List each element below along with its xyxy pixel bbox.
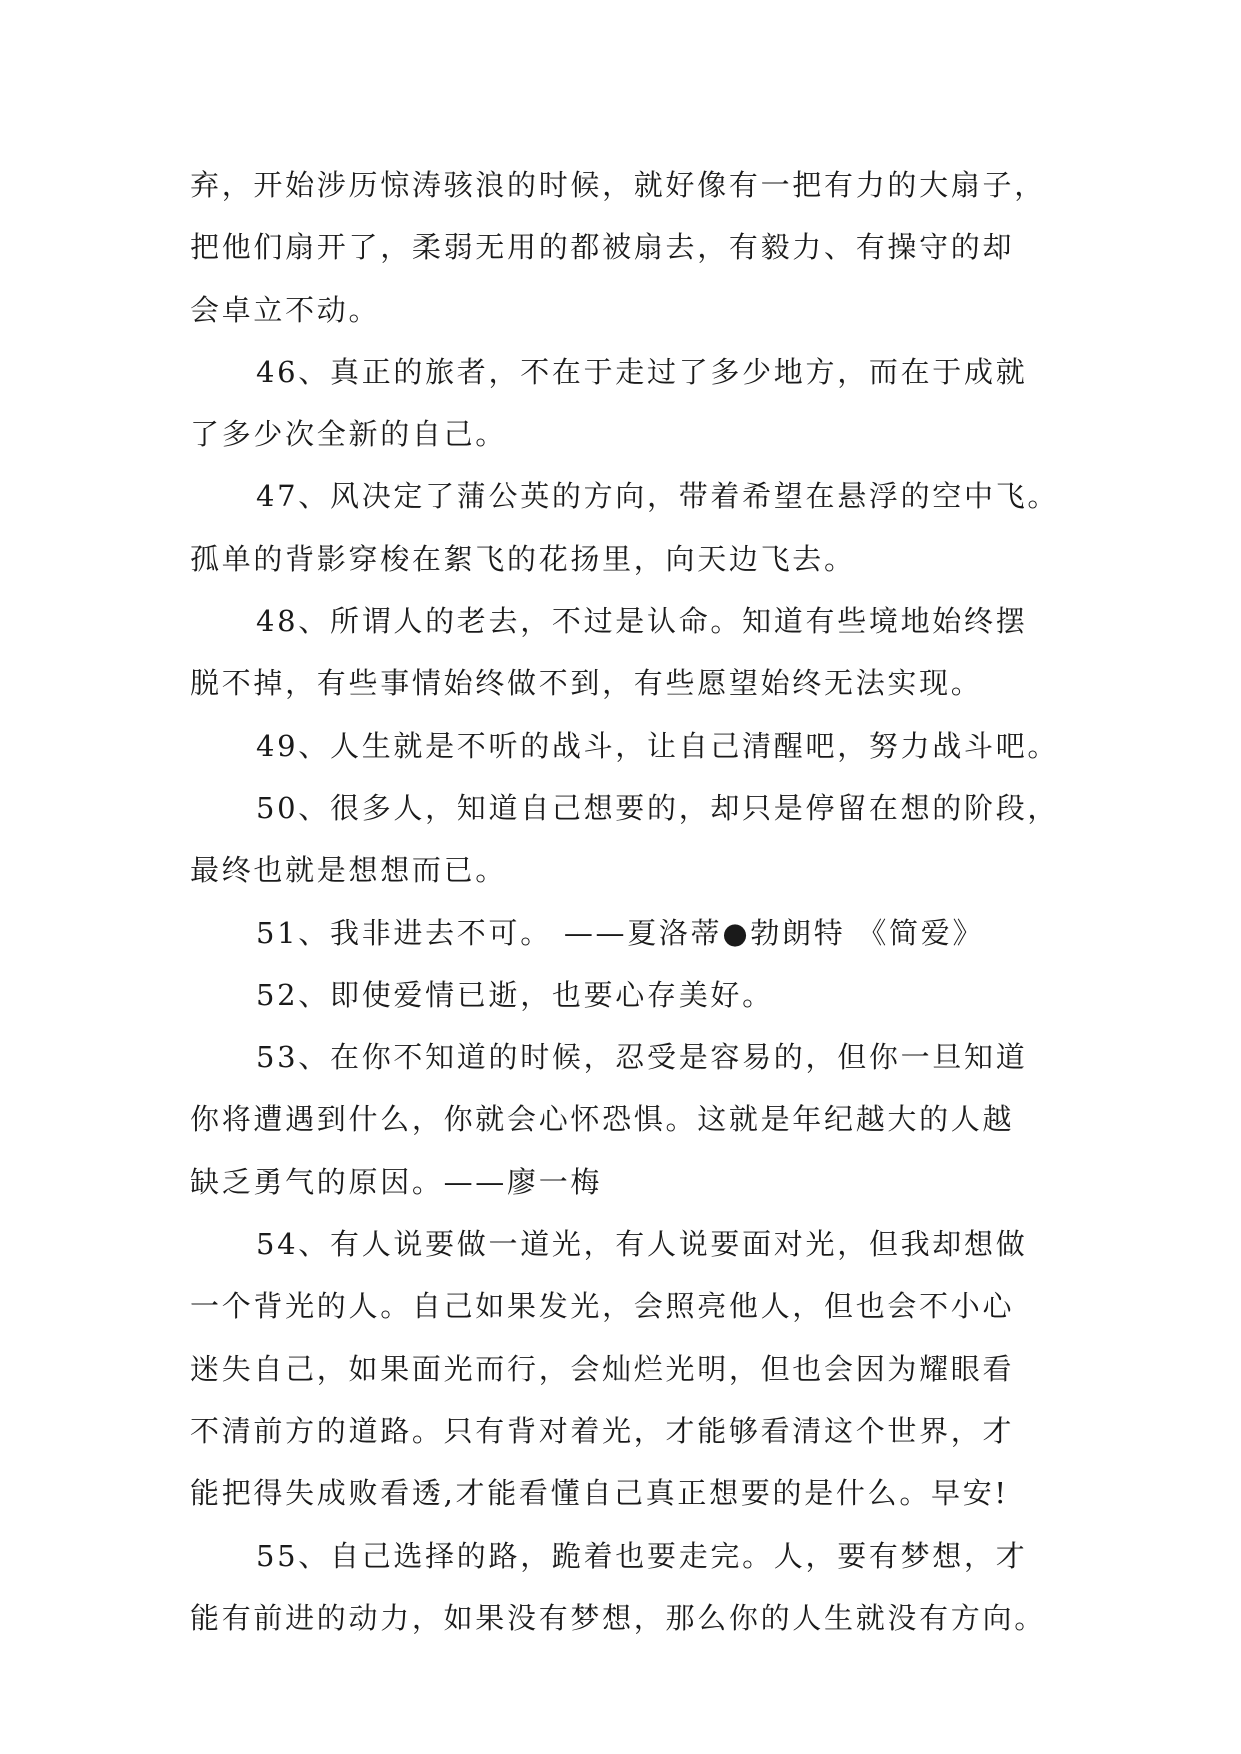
text-line: 了多少次全新的自己。 (190, 417, 508, 452)
text-line: 46、真正的旅者，不在于走过了多少地方，而在于成就 (256, 354, 1028, 389)
text-line: 能有前进的动力，如果没有梦想，那么你的人生就没有方向。 (190, 1600, 1046, 1635)
paragraph-53 (190, 1026, 1050, 1213)
text-line: 48、所谓人的老去，不过是认命。知道有些境地始终摆 (256, 604, 1028, 639)
paragraph-55 (190, 1525, 1050, 1650)
text-line: 49、人生就是不听的战斗，让自己清醒吧，努力战斗吧。 (256, 728, 1060, 763)
paragraph-46 (190, 341, 1050, 466)
text-line: 52、即使爱情已逝，也要心存美好。 (256, 977, 774, 1012)
text-line: 54、有人说要做一道光，有人说要面对光，但我却想做 (256, 1227, 1028, 1262)
text-line: 孤单的背影穿梭在絮飞的花扬里，向天边飞去。 (190, 541, 856, 576)
text-line: 47、风决定了蒲公英的方向，带着希望在悬浮的空中飞。 (256, 479, 1060, 514)
text-line: 弃，开始涉历惊涛骇浪的时候，就好像有一把有力的大扇子， (190, 168, 1046, 202)
paragraph-52 (190, 964, 1050, 1026)
text-line: 53、在你不知道的时候，忍受是容易的，但你一旦知道 (256, 1040, 1028, 1075)
paragraph-47 (190, 465, 1060, 590)
text-line: 迷失自己，如果面光而行，会灿烂光明，但也会因为耀眼看 (190, 1351, 1015, 1386)
text-line: 一个背光的人。自己如果发光，会照亮他人，但也会不小心 (190, 1289, 1015, 1324)
text-line: 50、很多人，知道自己想要的，却只是停留在想的阶段， (256, 790, 1060, 825)
text-line: 会卓立不动。 (190, 292, 381, 327)
paragraph-50 (190, 777, 1060, 902)
text-line: 你将遭遇到什么，你就会心怀恐惧。这就是年纪越大的人越 (190, 1102, 1015, 1137)
document-body (190, 154, 1060, 1649)
text-line: 脱不掉，有些事情始终做不到，有些愿望始终无法实现。 (190, 666, 983, 701)
text-line: 缺乏勇气的原因。——廖一梅 (190, 1164, 603, 1199)
paragraph-51 (190, 902, 1050, 964)
paragraph-54 (190, 1213, 1050, 1524)
paragraph-45-continued (190, 154, 1050, 341)
text-line: 不清前方的道路。只有背对着光，才能够看清这个世界，才 (190, 1413, 1015, 1448)
text-line: 51、我非进去不可。 ——夏洛蒂●勃朗特 《简爱》 (256, 915, 985, 950)
text-line: 最终也就是想想而已。 (190, 853, 508, 888)
paragraph-49 (190, 715, 1060, 777)
paragraph-48 (190, 590, 1050, 715)
text-line: 55、自己选择的路，跪着也要走完。人，要有梦想，才 (256, 1538, 1028, 1573)
text-line: 能把得失成败看透,才能看懂自己真正想要的是什么。早安! (190, 1476, 1009, 1511)
text-line: 把他们扇开了，柔弱无用的都被扇去，有毅力、有操守的却 (190, 230, 1015, 265)
